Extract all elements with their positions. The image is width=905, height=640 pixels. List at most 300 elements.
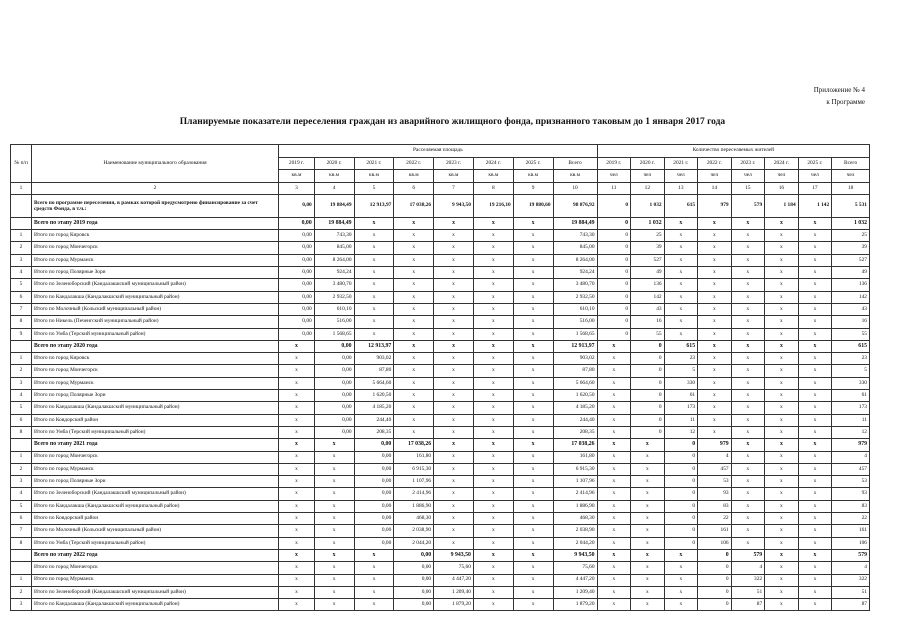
row-cell: x: [631, 586, 665, 598]
row-cell: x: [434, 513, 474, 525]
row-cell: 610,10: [553, 303, 597, 315]
row-cell: x: [731, 217, 765, 229]
row-cell: x: [513, 426, 553, 438]
appendix-program: к Программе: [826, 98, 865, 106]
row-cell: x: [597, 537, 631, 549]
row-cell: x: [354, 267, 394, 279]
row-cell: 0: [597, 267, 631, 279]
row-cell: x: [765, 586, 799, 598]
row-cell: 330: [832, 377, 870, 389]
row-cell: x: [765, 562, 799, 574]
row-cell: x: [473, 414, 513, 426]
row-cell: 5: [664, 365, 698, 377]
row-cell: 4 447,20: [553, 574, 597, 586]
row-cell: x: [731, 500, 765, 512]
row-cell: 0: [664, 451, 698, 463]
row-cell: x: [513, 328, 553, 340]
row-cell: x: [434, 291, 474, 303]
table-row: [11, 451, 870, 463]
row-cell: x: [473, 316, 513, 328]
row-cell: x: [698, 316, 732, 328]
row-cell: 743,30: [553, 230, 597, 242]
row-cell: 1 568,65: [314, 328, 354, 340]
header-year: 2021 г.: [664, 158, 698, 170]
row-cell: x: [731, 488, 765, 500]
row-cell: 2 414,96: [553, 488, 597, 500]
row-cell: x: [731, 303, 765, 315]
row-cell: 0: [597, 303, 631, 315]
row-cell: x: [765, 242, 799, 254]
row-cell: x: [513, 402, 553, 414]
row-cell: 43: [631, 303, 665, 315]
row-cell: 0,00: [314, 402, 354, 414]
row-cell: x: [314, 451, 354, 463]
row-number: 3: [11, 377, 32, 389]
header-year: 2020 г.: [631, 158, 665, 170]
row-cell: 1 886,90: [553, 500, 597, 512]
header-year: 2024 г.: [765, 158, 799, 170]
row-cell: x: [513, 500, 553, 512]
row-cell: 516,00: [553, 316, 597, 328]
row-cell: 0,00: [279, 217, 315, 229]
row-cell: x: [473, 537, 513, 549]
row-cell: x: [279, 586, 315, 598]
row-cell: 83: [832, 500, 870, 512]
row-name: Итого по город Полярные Зори: [31, 390, 278, 402]
appendix-number: Приложение № 4: [813, 86, 865, 94]
row-cell: x: [798, 574, 832, 586]
row-cell: 0: [664, 488, 698, 500]
row-cell: x: [765, 230, 799, 242]
header-unit: кв.м: [434, 170, 474, 182]
row-cell: x: [354, 586, 394, 598]
row-cell: 0,00: [279, 316, 315, 328]
row-cell: 0,00: [279, 194, 315, 217]
row-cell: 0: [631, 353, 665, 365]
row-cell: 25: [631, 230, 665, 242]
row-cell: x: [513, 562, 553, 574]
row-cell: x: [664, 267, 698, 279]
row-cell: 924,24: [314, 267, 354, 279]
row-cell: x: [473, 217, 513, 229]
grand-total-row: [11, 194, 870, 217]
row-cell: 0: [698, 574, 732, 586]
row-cell: x: [354, 316, 394, 328]
appendix-reference: [814, 84, 865, 108]
table-row: [11, 230, 870, 242]
row-cell: x: [434, 402, 474, 414]
row-cell: 16: [832, 316, 870, 328]
header-unit: кв.м: [394, 170, 434, 182]
row-number: 6: [11, 291, 32, 303]
row-cell: x: [698, 353, 732, 365]
header-unit: чел: [832, 170, 870, 182]
header-unit: кв.м: [279, 170, 315, 182]
row-cell: x: [731, 230, 765, 242]
row-cell: x: [631, 488, 665, 500]
row-cell: x: [597, 377, 631, 389]
row-name: Всего по программе переселения, в рамках которой предусмотрено финансирование за счет средств Фонда, в т.ч.:: [31, 194, 278, 217]
header-column-number: 6: [394, 182, 434, 194]
row-cell: 4 185,20: [553, 402, 597, 414]
row-cell: 19 880,60: [513, 194, 553, 217]
row-cell: x: [798, 599, 832, 611]
row-cell: 1 209,40: [434, 586, 474, 598]
row-cell: x: [765, 439, 799, 451]
row-name: Всего по этапу 2019 года: [31, 217, 278, 229]
row-cell: x: [473, 365, 513, 377]
row-cell: x: [798, 377, 832, 389]
row-cell: 516,00: [314, 316, 354, 328]
row-cell: x: [765, 377, 799, 389]
row-cell: 16: [631, 316, 665, 328]
row-cell: 1 886,90: [394, 500, 434, 512]
row-cell: x: [698, 267, 732, 279]
row-cell: 0: [597, 217, 631, 229]
row-number: 8: [11, 426, 32, 438]
row-cell: 610,10: [314, 303, 354, 315]
row-cell: x: [354, 562, 394, 574]
row-cell: 49: [832, 267, 870, 279]
row-cell: x: [798, 439, 832, 451]
row-cell: x: [731, 353, 765, 365]
header-name: Наименование муниципального образования: [31, 145, 278, 183]
row-number: 2: [11, 242, 32, 254]
row-cell: 0,00: [394, 586, 434, 598]
row-cell: x: [513, 414, 553, 426]
row-number: 2: [11, 463, 32, 475]
row-cell: 2 044,20: [553, 537, 597, 549]
row-cell: x: [434, 353, 474, 365]
row-cell: 457: [698, 463, 732, 475]
header-column-number: 16: [765, 182, 799, 194]
page-title: Планируемые показатели переселения граждан из аварийного жилищного фонда, признанного таковым до 1 января 2017 года: [179, 117, 726, 127]
row-cell: x: [597, 414, 631, 426]
header-year: 2019 г.: [279, 158, 315, 170]
row-cell: 75,60: [434, 562, 474, 574]
row-cell: 75,60: [553, 562, 597, 574]
row-cell: x: [513, 513, 553, 525]
row-cell: x: [631, 537, 665, 549]
row-number: 7: [11, 303, 32, 315]
row-number: 1: [11, 451, 32, 463]
row-cell: x: [279, 402, 315, 414]
row-cell: 2 038,90: [394, 525, 434, 537]
row-cell: x: [513, 390, 553, 402]
row-number: 4: [11, 390, 32, 402]
row-cell: x: [631, 549, 665, 561]
row-cell: x: [731, 279, 765, 291]
row-number: 1: [11, 574, 32, 586]
row-cell: 0,00: [354, 513, 394, 525]
row-cell: 0: [631, 414, 665, 426]
row-cell: x: [434, 537, 474, 549]
row-cell: x: [513, 303, 553, 315]
row-cell: 55: [631, 328, 665, 340]
table-row: [11, 267, 870, 279]
row-cell: x: [434, 414, 474, 426]
row-name: Итого по город Мончегорск: [31, 451, 278, 463]
row-number: [11, 562, 32, 574]
row-cell: x: [798, 586, 832, 598]
row-cell: 0,00: [279, 242, 315, 254]
row-cell: 8 264,00: [553, 254, 597, 266]
row-cell: 106: [698, 537, 732, 549]
row-cell: x: [434, 328, 474, 340]
row-cell: x: [394, 340, 434, 352]
row-cell: 0,00: [394, 562, 434, 574]
row-cell: 17 038,26: [394, 439, 434, 451]
row-cell: 1 879,20: [434, 599, 474, 611]
row-cell: 87,80: [354, 365, 394, 377]
table-row: [11, 365, 870, 377]
row-cell: 22: [698, 513, 732, 525]
row-cell: 0: [664, 439, 698, 451]
row-cell: x: [765, 365, 799, 377]
row-cell: x: [798, 426, 832, 438]
row-cell: 4 447,20: [434, 574, 474, 586]
row-number: 2: [11, 365, 32, 377]
row-number: 1: [11, 353, 32, 365]
row-cell: 0,00: [354, 451, 394, 463]
row-cell: x: [698, 254, 732, 266]
row-cell: x: [473, 500, 513, 512]
row-cell: 0: [631, 402, 665, 414]
row-cell: 87: [731, 599, 765, 611]
row-name: Итого по Ковдорский район: [31, 414, 278, 426]
row-cell: x: [664, 586, 698, 598]
row-cell: x: [597, 353, 631, 365]
row-cell: x: [765, 340, 799, 352]
row-cell: x: [698, 303, 732, 315]
row-cell: x: [434, 426, 474, 438]
row-name: Итого по город Мурманск: [31, 463, 278, 475]
row-cell: x: [664, 562, 698, 574]
row-cell: x: [394, 267, 434, 279]
row-cell: 0: [597, 242, 631, 254]
row-cell: x: [765, 500, 799, 512]
row-cell: x: [698, 390, 732, 402]
header-year: 2023 г.: [731, 158, 765, 170]
header-column-number: 8: [473, 182, 513, 194]
header-unit: чел: [698, 170, 732, 182]
row-cell: x: [597, 599, 631, 611]
row-cell: x: [597, 340, 631, 352]
row-cell: x: [798, 328, 832, 340]
row-cell: x: [731, 537, 765, 549]
row-name: Итого по город Мончегорск: [31, 242, 278, 254]
row-cell: 0,00: [279, 291, 315, 303]
header-column-number: 12: [631, 182, 665, 194]
row-cell: x: [279, 599, 315, 611]
row-cell: 0: [664, 500, 698, 512]
row-cell: 22: [832, 513, 870, 525]
header-area-group: Расселяемая площадь: [279, 145, 597, 158]
row-cell: x: [513, 599, 553, 611]
row-cell: x: [798, 402, 832, 414]
table-row: [11, 426, 870, 438]
row-cell: x: [314, 513, 354, 525]
row-cell: x: [434, 451, 474, 463]
row-cell: x: [473, 599, 513, 611]
table-row: [11, 500, 870, 512]
row-cell: 457: [832, 463, 870, 475]
row-cell: 0: [698, 599, 732, 611]
row-cell: x: [314, 439, 354, 451]
row-cell: x: [513, 377, 553, 389]
row-cell: x: [434, 242, 474, 254]
row-cell: 1 142: [798, 194, 832, 217]
row-cell: x: [664, 316, 698, 328]
row-cell: x: [473, 242, 513, 254]
header-column-numbers: [11, 182, 870, 194]
row-cell: x: [765, 217, 799, 229]
row-cell: 924,24: [553, 267, 597, 279]
header-year: 2024 г.: [473, 158, 513, 170]
row-cell: 17 038,26: [394, 194, 434, 217]
row-cell: x: [354, 230, 394, 242]
row-cell: x: [434, 377, 474, 389]
row-cell: x: [731, 328, 765, 340]
row-cell: 0: [597, 194, 631, 217]
header-people-group: Количество переселяемых жителей: [597, 145, 869, 158]
row-cell: 0,00: [354, 500, 394, 512]
row-cell: x: [765, 254, 799, 266]
row-cell: x: [279, 513, 315, 525]
row-cell: 0: [698, 586, 732, 598]
row-cell: x: [664, 242, 698, 254]
row-cell: x: [473, 463, 513, 475]
row-cell: 527: [631, 254, 665, 266]
row-cell: x: [314, 463, 354, 475]
row-cell: 49: [631, 267, 665, 279]
row-name: Всего по этапу 2022 года: [31, 549, 278, 561]
row-cell: x: [354, 291, 394, 303]
table-row: [11, 316, 870, 328]
row-cell: x: [798, 217, 832, 229]
row-name: Итого по Умба (Терский муниципальный район): [31, 537, 278, 549]
row-cell: x: [354, 328, 394, 340]
row-cell: 0: [631, 390, 665, 402]
row-cell: 579: [832, 549, 870, 561]
row-cell: x: [597, 402, 631, 414]
row-number: [11, 194, 32, 217]
row-cell: x: [279, 451, 315, 463]
row-cell: 0: [664, 476, 698, 488]
row-cell: 615: [664, 194, 698, 217]
row-cell: x: [314, 549, 354, 561]
row-cell: x: [798, 476, 832, 488]
row-cell: 11: [832, 414, 870, 426]
row-cell: 615: [832, 340, 870, 352]
row-cell: x: [698, 328, 732, 340]
row-cell: 51: [731, 586, 765, 598]
row-cell: x: [354, 549, 394, 561]
header-column-number: 13: [664, 182, 698, 194]
row-cell: x: [664, 230, 698, 242]
row-cell: 579: [731, 549, 765, 561]
row-number: 6: [11, 414, 32, 426]
row-cell: 87,80: [553, 365, 597, 377]
row-cell: x: [513, 291, 553, 303]
row-cell: 0,00: [314, 390, 354, 402]
row-cell: 12 913,97: [354, 194, 394, 217]
row-cell: x: [631, 574, 665, 586]
row-cell: 93: [698, 488, 732, 500]
row-cell: x: [473, 402, 513, 414]
row-cell: 903,02: [553, 353, 597, 365]
row-cell: x: [798, 390, 832, 402]
row-name: Итого по Умба (Терский муниципальный район): [31, 426, 278, 438]
row-cell: x: [473, 426, 513, 438]
row-cell: x: [597, 451, 631, 463]
row-cell: x: [394, 230, 434, 242]
row-cell: x: [473, 267, 513, 279]
row-cell: x: [473, 353, 513, 365]
header-num: № п/п: [11, 145, 32, 183]
table-row: [11, 377, 870, 389]
row-cell: 106: [832, 537, 870, 549]
row-cell: x: [394, 390, 434, 402]
header-unit: кв.м: [553, 170, 597, 182]
row-cell: x: [731, 390, 765, 402]
table-row: [11, 537, 870, 549]
row-cell: x: [731, 316, 765, 328]
row-cell: 0: [597, 291, 631, 303]
table-row: [11, 303, 870, 315]
row-cell: x: [279, 353, 315, 365]
row-cell: x: [279, 390, 315, 402]
row-cell: 19 884,49: [314, 194, 354, 217]
row-cell: x: [473, 279, 513, 291]
row-cell: x: [798, 365, 832, 377]
row-cell: x: [664, 291, 698, 303]
row-number: 5: [11, 402, 32, 414]
row-cell: 173: [832, 402, 870, 414]
row-name: Итого по Никель (Печенгский муниципальный район): [31, 316, 278, 328]
row-name: Итого по Кандалакша (Кандалакшский муниципальный район): [31, 500, 278, 512]
header-unit: чел: [631, 170, 665, 182]
row-cell: x: [765, 402, 799, 414]
row-cell: 161: [698, 525, 732, 537]
row-name: Итого по город Кировск: [31, 353, 278, 365]
row-cell: x: [473, 291, 513, 303]
row-number: 3: [11, 599, 32, 611]
row-cell: x: [513, 217, 553, 229]
row-name: Итого по Кандалакша (Кандалакшский муниципальный район): [31, 599, 278, 611]
row-cell: 1 032: [631, 194, 665, 217]
row-cell: 0: [597, 279, 631, 291]
row-cell: 142: [631, 291, 665, 303]
row-cell: x: [314, 562, 354, 574]
row-cell: 615: [664, 340, 698, 352]
row-cell: x: [664, 254, 698, 266]
row-cell: 83: [698, 500, 732, 512]
row-cell: x: [664, 279, 698, 291]
header-unit: чел: [765, 170, 799, 182]
row-name: Итого по Зеленоборский (Кандалакшский муниципальный район): [31, 586, 278, 598]
row-cell: x: [698, 365, 732, 377]
row-number: 8: [11, 537, 32, 549]
row-name: Итого по город Полярные Зори: [31, 267, 278, 279]
row-cell: x: [765, 316, 799, 328]
row-number: 4: [11, 267, 32, 279]
row-cell: x: [473, 586, 513, 598]
row-cell: x: [798, 254, 832, 266]
row-cell: x: [731, 377, 765, 389]
header-column-number: 9: [513, 182, 553, 194]
row-cell: x: [765, 279, 799, 291]
